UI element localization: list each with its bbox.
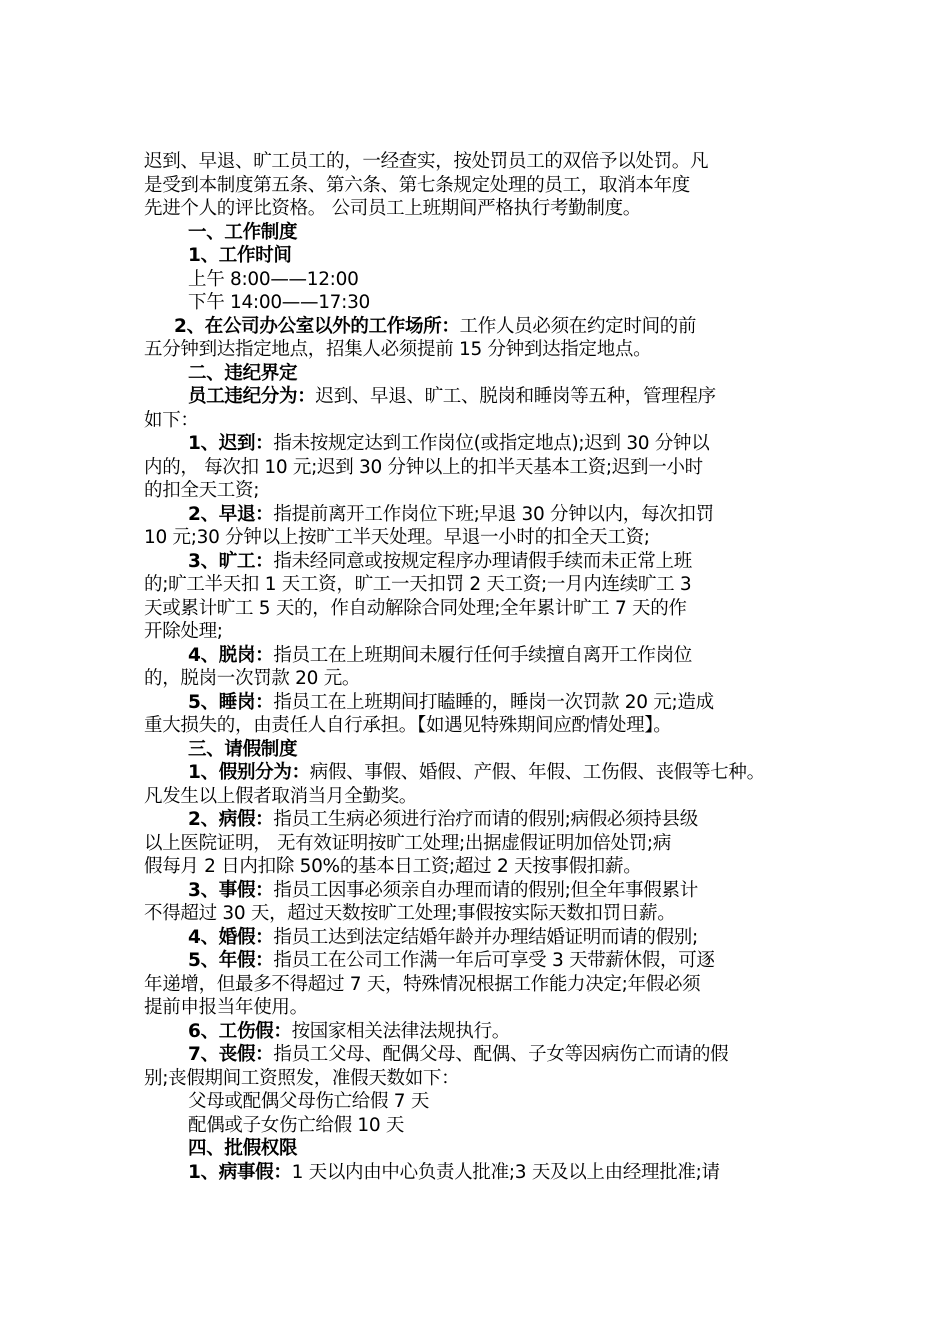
bold-heading: 3、旷工： — [188, 550, 274, 572]
bold-heading: 5、睡岗： — [188, 691, 274, 713]
text-line — [144, 714, 810, 738]
text-line — [144, 456, 810, 480]
text-line — [144, 761, 810, 785]
line-text: 不得超过 30 天，超过天数按旷工处理;事假按实际天数扣罚日薪。 — [144, 903, 676, 924]
line-text: 重大损失的，由责任人自行承担。【如遇见特殊期间应酌情处理】。 — [144, 715, 672, 736]
bold-heading: 2、在公司办公室以外的工作场所： — [174, 315, 460, 337]
text-line — [144, 1114, 810, 1138]
line-text: 提前申报当年使用。 — [144, 997, 308, 1018]
line-text: 迟到、早退、旷工员工的，一经查实，按处罚员工的双倍予以处罚。凡 — [144, 151, 709, 172]
bold-heading: 2、早退： — [188, 503, 274, 525]
bold-heading: 一、工作制度 — [188, 221, 298, 243]
line-text: 指员工在上班期间打瞌睡的，睡岗一次罚款 20 元;造成 — [273, 691, 714, 713]
text-line — [144, 479, 810, 503]
text-line — [144, 738, 810, 762]
bold-heading: 3、事假： — [188, 879, 274, 901]
text-line — [144, 644, 810, 668]
text-line — [144, 338, 810, 362]
line-text: 指员工父母、配偶父母、配偶、子女等因病伤亡而请的假 — [273, 1044, 729, 1065]
line-text: 父母或配偶父母伤亡给假 7 天 — [188, 1091, 430, 1112]
line-text: 天或累计旷工 5 天的，作自动解除合同处理;全年累计旷工 7 天的作 — [144, 597, 687, 619]
text-line — [144, 1161, 810, 1185]
line-text: 迟到、早退、旷工、脱岗和睡岗等五种，管理程序 — [315, 386, 716, 407]
bold-heading: 7、丧假： — [188, 1044, 274, 1065]
bold-heading: 员工违纪分为： — [188, 386, 316, 407]
text-line — [144, 268, 810, 292]
line-text: 是受到本制度第五条、第六条、第七条规定处理的员工，取消本年度 — [144, 174, 691, 196]
text-line — [144, 150, 810, 174]
line-text: 如下： — [144, 409, 199, 431]
document-body — [144, 150, 810, 1184]
line-text: 先进个人的评比资格。 公司员工上班期间严格执行考勤制度。 — [144, 198, 641, 219]
bold-heading: 5、年假： — [188, 950, 274, 971]
text-line — [144, 620, 810, 644]
text-line — [144, 973, 810, 997]
text-line — [144, 1043, 810, 1067]
bold-heading: 1、假别分为： — [188, 762, 310, 783]
text-line — [144, 550, 810, 574]
line-text: 按国家相关法律法规执行。 — [291, 1020, 510, 1042]
bold-heading: 二、违纪界定 — [188, 362, 298, 384]
text-line — [144, 573, 810, 597]
text-line — [144, 244, 810, 268]
text-line — [144, 315, 810, 339]
text-line — [144, 785, 810, 809]
line-text: 指未经同意或按规定程序办理请假手续而未正常上班 — [273, 550, 692, 572]
line-text: 10 元;30 分钟以上按旷工半天处理。早退一小时的扣全天工资; — [144, 527, 650, 548]
bold-heading: 1、工作时间 — [188, 245, 292, 266]
text-line — [144, 667, 810, 691]
line-text: 的，脱岗一次罚款 20 元。 — [144, 668, 361, 689]
line-text: 指员工因事必须亲自办理而请的假别;但全年事假累计 — [273, 879, 698, 901]
line-text: 指员工在公司工作满一年后可享受 3 天带薪休假，可逐 — [273, 950, 715, 971]
text-line — [144, 409, 810, 433]
line-text: 指员工在上班期间未履行任何手续擅自离开工作岗位 — [273, 644, 692, 666]
text-line — [144, 879, 810, 903]
line-text: 凡发生以上假者取消当月全勤奖。 — [144, 785, 418, 807]
line-text: 内的， 每次扣 10 元;迟到 30 分钟以上的扣半天基本工资;迟到一小时 — [144, 456, 703, 478]
text-line — [144, 362, 810, 386]
text-line — [144, 691, 810, 715]
text-line — [144, 597, 810, 621]
text-line — [144, 855, 810, 879]
line-text: 别;丧假期间工资照发，准假天数如下： — [144, 1067, 460, 1089]
line-text: 上午 8:00——12:00 — [188, 268, 359, 290]
text-line — [144, 174, 810, 198]
text-line — [144, 808, 810, 832]
text-line — [144, 902, 810, 926]
text-line — [144, 1137, 810, 1161]
line-text: 五分钟到达指定地点，招集人必须提前 15 分钟到达指定地点。 — [144, 339, 652, 360]
text-line — [144, 996, 810, 1020]
text-line — [144, 949, 810, 973]
line-text: 假每月 2 日内扣除 50%的基本日工资;超过 2 天按事假扣薪。 — [144, 856, 642, 877]
bold-heading: 四、批假权限 — [188, 1138, 298, 1159]
line-text: 配偶或子女伤亡给假 10 天 — [188, 1114, 405, 1136]
line-text: 以上医院证明， 无有效证明按旷工处理;出据虚假证明加倍处罚;病 — [144, 832, 672, 854]
line-text: 下午 14:00——17:30 — [188, 292, 371, 313]
text-line — [144, 197, 810, 221]
text-line — [144, 291, 810, 315]
line-text: 1 天以内由中心负责人批准;3 天及以上由经理批准;请 — [291, 1161, 720, 1183]
bold-heading: 1、病事假： — [188, 1161, 292, 1183]
line-text: 的;旷工半天扣 1 天工资，旷工一天扣罚 2 天工资;一月内连续旷工 3 — [144, 574, 692, 595]
line-text: 指提前离开工作岗位下班;早退 30 分钟以内，每次扣罚 — [273, 503, 714, 525]
line-text: 开除处理; — [144, 621, 223, 642]
line-text: 工作人员必须在约定时间的前 — [459, 315, 697, 337]
bold-heading: 4、脱岗： — [188, 644, 274, 666]
line-text: 年递增，但最多不得超过 7 天，特殊情况根据工作能力决定;年假必须 — [144, 973, 701, 995]
line-text: 指员工生病必须进行治疗而请的假别;病假必须持县级 — [273, 809, 698, 830]
bold-heading: 2、病假： — [188, 809, 274, 830]
text-line — [144, 432, 810, 456]
text-line — [144, 526, 810, 550]
bold-heading: 4、婚假： — [188, 926, 274, 948]
bold-heading: 1、迟到： — [188, 433, 274, 454]
text-line — [144, 1090, 810, 1114]
line-text: 指未按规定达到工作岗位(或指定地点);迟到 30 分钟以 — [273, 433, 710, 454]
line-text: 的扣全天工资; — [144, 480, 260, 501]
text-line — [144, 385, 810, 409]
text-line — [144, 926, 810, 950]
bold-heading: 三、请假制度 — [188, 738, 298, 760]
text-line — [144, 503, 810, 527]
text-line — [144, 221, 810, 245]
text-line — [144, 1067, 810, 1091]
bold-heading: 6、工伤假： — [188, 1020, 292, 1042]
text-line — [144, 832, 810, 856]
text-line — [144, 1020, 810, 1044]
document-page — [144, 150, 810, 1184]
line-text: 指员工达到法定结婚年龄并办理结婚证明而请的假别; — [273, 926, 698, 948]
line-text: 病假、事假、婚假、产假、年假、工伤假、丧假等七种。 — [309, 762, 765, 783]
